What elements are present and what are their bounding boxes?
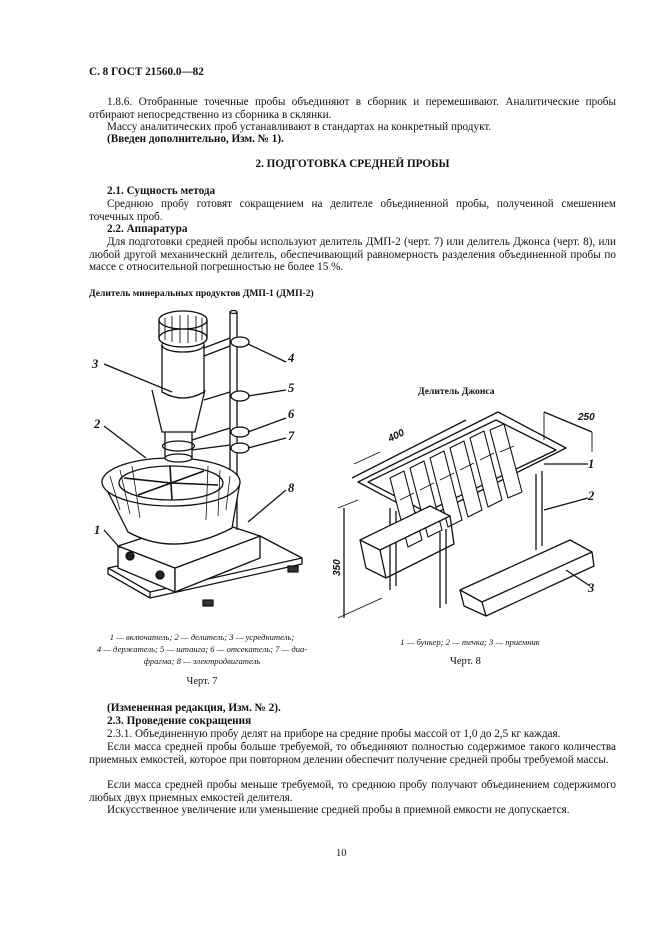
page-header: С. 8 ГОСТ 21560.0—82 [89,66,204,78]
paragraph-2-2: Для подготовки средней пробы используют делитель ДМП-2 (черт. 7) или делитель Джонса (черт. 8), или любой другой механический делитель, обеспечивающий равномерность разделения объединенной пробы по массе с относительной погрешностью не более 15 %. [89,236,616,274]
paragraph-2-3-1: 2.3.1. Объединенную пробу делят на приборе на средние пробы массой от 1,0 до 2,5 кг каждая. [107,728,561,740]
figure-7-title: Делитель минеральных продуктов ДМП-1 (ДМП-2) [89,288,314,299]
figure-8-drawing [330,400,610,625]
fig8-dim-350: 350 [332,559,343,576]
amendment-note-1: (Введен дополнительно, Изм. № 1). [107,133,284,145]
fig8-label-2: 2 [588,489,595,503]
heading-2-3: 2.3. Проведение сокращения [107,715,252,727]
fig7-label-5: 5 [288,381,295,395]
page-number: 10 [336,848,347,859]
heading-2-2: 2.2. Аппаратура [107,223,188,235]
paragraph-2-3-1-more: Если масса средней пробы больше требуемой, то объединяют полностью содержимое такого количества приемных емкостей, которое при повторном делении обеспечит получение средней пробы требуемой массы. [89,741,616,766]
fig7-label-6: 6 [288,407,295,421]
fig8-label-1: 1 [588,457,595,471]
fig7-label-3: 3 [92,357,99,371]
paragraph-1-8-6-mass: Массу аналитических проб устанавливают в стандартах на конкретный продукт. [107,121,492,133]
figure-8-title: Делитель Джонса [418,386,495,397]
fig8-dim-250: 250 [578,412,595,423]
figure-7-drawing [80,300,320,620]
section-title: 2. ПОДГОТОВКА СРЕДНЕЙ ПРОБЫ [255,158,450,170]
paragraph-1-8-6: 1.8.6. Отобранные точечные пробы объединяют в сборник и перемешивают. Аналитические пробы отбирают непосредственно из сборника в склянки. [89,96,616,121]
fig7-label-1: 1 [94,523,101,537]
paragraph-2-3-1-artificial: Искусственное увеличение или уменьшение средней пробы в приемной емкости не допускается. [107,804,570,816]
figure-8-name: Черт. 8 [450,656,481,667]
fig8-label-3: 3 [588,581,595,595]
fig8-dim-400: 400 [386,427,407,445]
heading-2-1: 2.1. Сущность метода [107,185,216,197]
paragraph-2-1: Среднюю пробу готовят сокращением на делителе объединенной пробы, полученной смешением точечных проб. [89,198,616,223]
figure-7-caption-line-3: фрагма; 8 — электродвигатель [143,656,261,666]
figure-7-caption-line-1: 1 — включатель; 2 — делитель; 3 — усреднитель; [109,632,295,642]
figure-8-caption: 1 — бункер; 2 — течка; 3 — приемник [400,637,540,647]
fig7-label-7: 7 [288,429,295,443]
figure-7-caption-line-2: 4 — держатель; 5 — штанга; 6 — отсекатель; 7 — диа- [96,644,308,654]
fig7-label-4: 4 [288,351,295,365]
fig7-label-2: 2 [94,417,101,431]
paragraph-2-3-1-less: Если масса средней пробы меньше требуемой, то среднюю пробу получают объединением содержимого любых двух приемных емкостей делителя. [89,779,616,804]
amendment-note-2: (Измененная редакция, Изм. № 2). [107,702,281,714]
fig7-label-8: 8 [288,481,295,495]
figure-7-name: Черт. 7 [186,676,218,687]
